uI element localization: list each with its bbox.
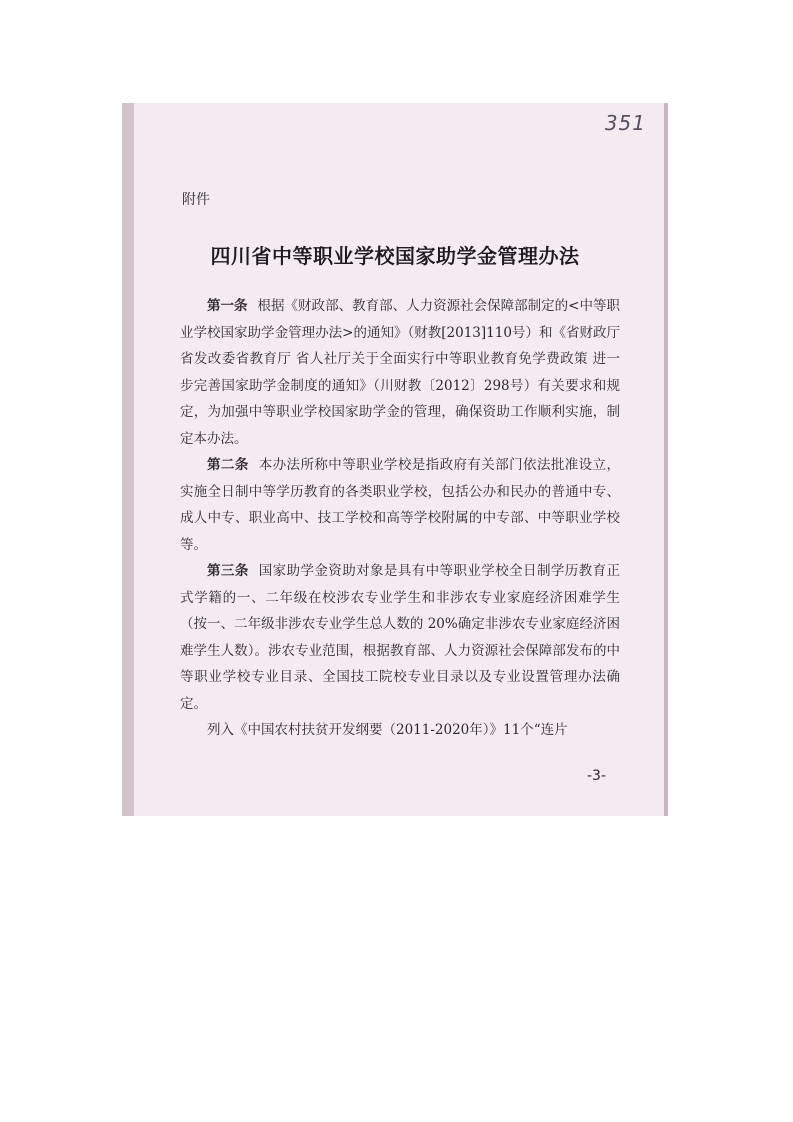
paragraph-article-2 <box>180 452 620 558</box>
paragraph-continuation <box>180 717 620 744</box>
article-text: 国家助学金资助对象是具有中等职业学校全日制学历教育正式学籍的一、二年级在校涉农专业学生和非涉农专业家庭经济困难学生（按一、二年级非涉农专业学生总人数的 20%确定非涉农专业家庭经济困难学生人数）。涉农专业范围，根据教育部、人力资源社会保障部发布的中等职业学校专业目录、全国技工院校专业目录以及专业设置管理办法确定。 <box>180 563 621 712</box>
document-title: 四川省中等职业学校国家助学金管理办法 <box>210 244 580 268</box>
article-text: 根据《财政部、教育部、人力资源社会保障部制定的<中等职业学校国家助学金管理办法>的通知》（财教[2013]110号）和《省财政厅 省发改委省教育厅 省人社厅关于全面实行中等职业教育免学费政策 进一步完善国家助学金制度的通知》（川财教〔2012〕298号）有关要求和规定，为加强中等职业学校国家助学金的管理，确保资助工作顺利实施，制定本办法。 <box>180 298 621 447</box>
paragraph-article-1 <box>180 293 620 452</box>
page-number: -3- <box>586 768 606 784</box>
attachment-label: 附件 <box>182 192 210 208</box>
paragraph-article-3 <box>180 558 620 717</box>
paragraph-text: 列入《中国农村扶贫开发纲要（2011-2020年）》11个“连片 <box>207 722 568 738</box>
scan-edge-right <box>664 103 668 816</box>
handwritten-page-mark: 351 <box>604 111 646 135</box>
article-heading: 第一条 <box>207 298 248 314</box>
document-body <box>180 293 620 744</box>
article-heading: 第三条 <box>207 563 249 579</box>
article-heading: 第二条 <box>207 457 249 473</box>
scanned-document-page <box>122 103 668 816</box>
article-text: 本办法所称中等职业学校是指政府有关部门依法批准设立，实施全日制中等学历教育的各类职业学校，包括公办和民办的普通中专、成人中专、职业高中、技工学校和高等学校附属的中专部、中等职业学校等。 <box>180 457 621 553</box>
scan-edge-left <box>122 103 134 816</box>
